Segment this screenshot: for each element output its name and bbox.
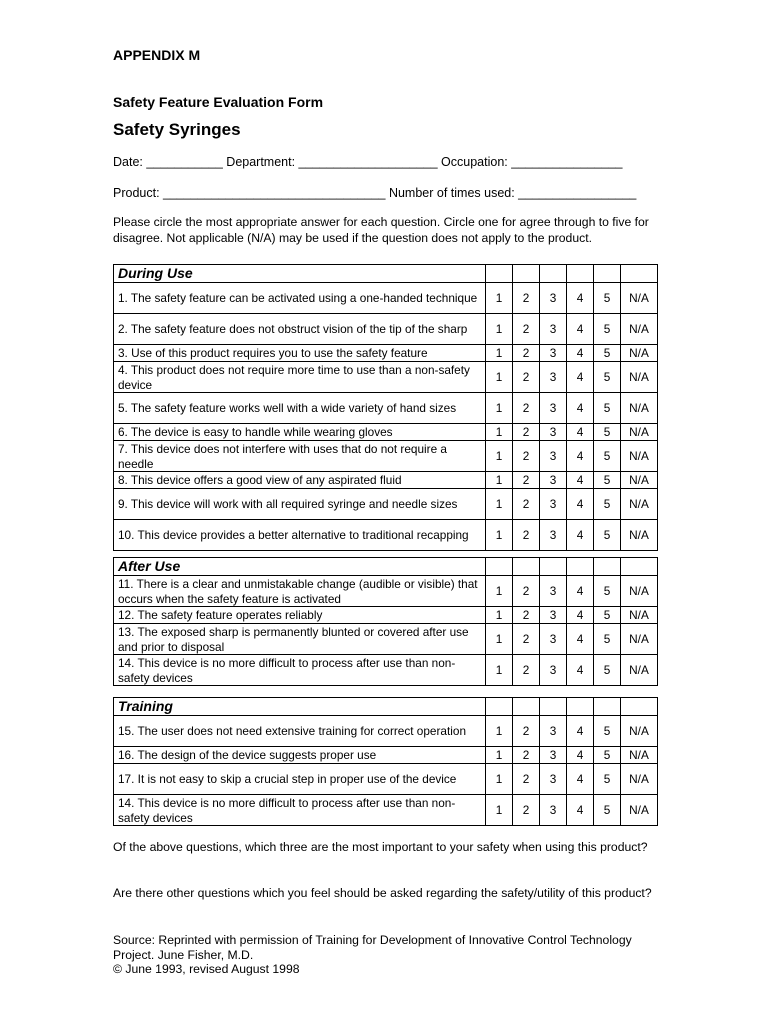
rating-option-3[interactable]: 3 [540,441,567,472]
source-citation: Source: Reprinted with permission of Training for Development of Innovative Control Technology Project. June Fisher, M.D. [113,933,632,962]
rating-option-1[interactable]: 1 [486,472,513,489]
rating-option-5[interactable]: 5 [594,314,621,345]
section-title: During Use [114,265,486,283]
question-row [114,283,658,314]
rating-option-5[interactable]: 5 [594,624,621,655]
rating-option-3[interactable]: 3 [540,314,567,345]
header-empty-cell [513,558,540,576]
rating-option-na[interactable]: N/A [621,362,658,393]
question-text: 14. This device is no more difficult to process after use than non-safety devices [114,795,486,826]
form-title: Safety Feature Evaluation Form [113,94,324,110]
rating-option-5[interactable]: 5 [594,489,621,520]
question-text: 9. This device will work with all required syringe and needle sizes [114,489,486,520]
header-empty-cell [621,558,658,576]
rating-option-5[interactable]: 5 [594,393,621,424]
rating-option-na[interactable]: N/A [621,576,658,607]
section-title: Training [114,698,486,716]
rating-option-na[interactable]: N/A [621,716,658,747]
question-row [114,472,658,489]
rating-option-2[interactable]: 2 [513,441,540,472]
rating-option-na[interactable]: N/A [621,424,658,441]
rating-option-1[interactable]: 1 [486,520,513,551]
question-row [114,345,658,362]
rating-option-1[interactable]: 1 [486,764,513,795]
question-text: 15. The user does not need extensive training for correct operation [114,716,486,747]
question-text: 3. Use of this product requires you to use the safety feature [114,345,486,362]
rating-option-2[interactable]: 2 [513,393,540,424]
rating-option-4[interactable]: 4 [567,424,594,441]
rating-option-2[interactable]: 2 [513,655,540,686]
appendix-label: APPENDIX M [113,47,201,63]
rating-option-5[interactable]: 5 [594,345,621,362]
header-empty-cell [540,265,567,283]
rating-option-3[interactable]: 3 [540,472,567,489]
rating-option-2[interactable]: 2 [513,489,540,520]
rating-option-na[interactable]: N/A [621,607,658,624]
header-empty-cell [486,698,513,716]
rating-option-3[interactable]: 3 [540,520,567,551]
rating-option-3[interactable]: 3 [540,624,567,655]
rating-option-2[interactable]: 2 [513,520,540,551]
rating-option-na[interactable]: N/A [621,283,658,314]
rating-option-4[interactable]: 4 [567,655,594,686]
rating-option-na[interactable]: N/A [621,624,658,655]
rating-option-2[interactable]: 2 [513,716,540,747]
rating-option-na[interactable]: N/A [621,520,658,551]
rating-option-3[interactable]: 3 [540,764,567,795]
rating-option-2[interactable]: 2 [513,747,540,764]
rating-option-2[interactable]: 2 [513,576,540,607]
rating-option-5[interactable]: 5 [594,764,621,795]
section-after-use [113,557,658,686]
question-row [114,362,658,393]
rating-option-1[interactable]: 1 [486,314,513,345]
rating-option-3[interactable]: 3 [540,655,567,686]
rating-option-5[interactable]: 5 [594,283,621,314]
question-row [114,424,658,441]
rating-option-na[interactable]: N/A [621,314,658,345]
rating-option-na[interactable]: N/A [621,393,658,424]
instructions: Please circle the most appropriate answer for each question. Circle one for agree through to five for disagree. Not applicable (N/A) may be used if the question does not apply to the product. [113,215,649,245]
question-row [114,624,658,655]
rating-option-na[interactable]: N/A [621,489,658,520]
section-training [113,697,658,826]
rating-option-1[interactable]: 1 [486,655,513,686]
rating-option-4[interactable]: 4 [567,764,594,795]
rating-option-5[interactable]: 5 [594,424,621,441]
rating-option-1[interactable]: 1 [486,747,513,764]
header-empty-cell [621,698,658,716]
rating-option-5[interactable]: 5 [594,362,621,393]
rating-option-4[interactable]: 4 [567,795,594,826]
rating-option-5[interactable]: 5 [594,795,621,826]
question-text: 5. The safety feature works well with a wide variety of hand sizes [114,393,486,424]
question-row [114,607,658,624]
question-row [114,314,658,345]
page-title: Safety Syringes [113,120,241,139]
rating-option-na[interactable]: N/A [621,747,658,764]
rating-option-3[interactable]: 3 [540,576,567,607]
rating-option-3[interactable]: 3 [540,747,567,764]
rating-option-3[interactable]: 3 [540,716,567,747]
rating-option-4[interactable]: 4 [567,747,594,764]
rating-option-4[interactable]: 4 [567,345,594,362]
rating-option-2[interactable]: 2 [513,362,540,393]
question-text: 10. This device provides a better alternative to traditional recapping [114,520,486,551]
rating-option-2[interactable]: 2 [513,345,540,362]
question-text: 16. The design of the device suggests proper use [114,747,486,764]
question-row [114,747,658,764]
header-empty-cell [567,558,594,576]
rating-option-5[interactable]: 5 [594,716,621,747]
question-row [114,716,658,747]
question-text: 6. The device is easy to handle while wearing gloves [114,424,486,441]
rating-option-1[interactable]: 1 [486,607,513,624]
rating-option-3[interactable]: 3 [540,795,567,826]
question-text: 14. This device is no more difficult to process after use than non-safety devices [114,655,486,686]
rating-option-na[interactable]: N/A [621,472,658,489]
header-empty-cell [594,265,621,283]
rating-option-5[interactable]: 5 [594,441,621,472]
question-text: 17. It is not easy to skip a crucial step in proper use of the device [114,764,486,795]
rating-option-4[interactable]: 4 [567,441,594,472]
rating-option-5[interactable]: 5 [594,607,621,624]
header-empty-cell [621,265,658,283]
question-row [114,576,658,607]
rating-option-1[interactable]: 1 [486,576,513,607]
rating-option-1[interactable]: 1 [486,716,513,747]
rating-option-4[interactable]: 4 [567,314,594,345]
header-empty-cell [567,265,594,283]
rating-option-1[interactable]: 1 [486,283,513,314]
rating-option-5[interactable]: 5 [594,520,621,551]
rating-option-4[interactable]: 4 [567,520,594,551]
rating-option-4[interactable]: 4 [567,624,594,655]
rating-option-3[interactable]: 3 [540,607,567,624]
question-row [114,520,658,551]
rating-option-2[interactable]: 2 [513,283,540,314]
rating-option-4[interactable]: 4 [567,576,594,607]
question-text: 1. The safety feature can be activated using a one-handed technique [114,283,486,314]
question-row [114,764,658,795]
rating-option-1[interactable]: 1 [486,424,513,441]
header-empty-cell [513,265,540,283]
rating-option-4[interactable]: 4 [567,362,594,393]
header-empty-cell [540,558,567,576]
copyright-line: © June 1993, revised August 1998 [113,962,300,976]
question-text: 2. The safety feature does not obstruct vision of the tip of the sharp [114,314,486,345]
rating-option-3[interactable]: 3 [540,424,567,441]
rating-option-2[interactable]: 2 [513,607,540,624]
rating-option-2[interactable]: 2 [513,472,540,489]
question-text: 4. This product does not require more time to use than a non-safety device [114,362,486,393]
question-row [114,655,658,686]
rating-option-5[interactable]: 5 [594,747,621,764]
question-text: 13. The exposed sharp is permanently blunted or covered after use and prior to disposal [114,624,486,655]
rating-option-2[interactable]: 2 [513,424,540,441]
rating-option-na[interactable]: N/A [621,655,658,686]
rating-option-2[interactable]: 2 [513,795,540,826]
header-empty-cell [594,698,621,716]
rating-option-4[interactable]: 4 [567,716,594,747]
question-text: 7. This device does not interfere with uses that do not require a needle [114,441,486,472]
rating-option-na[interactable]: N/A [621,764,658,795]
question-row [114,441,658,472]
rating-option-5[interactable]: 5 [594,655,621,686]
question-text: 8. This device offers a good view of any aspirated fluid [114,472,486,489]
rating-option-na[interactable]: N/A [621,795,658,826]
header-empty-cell [594,558,621,576]
rating-option-1[interactable]: 1 [486,362,513,393]
rating-option-4[interactable]: 4 [567,489,594,520]
rating-option-1[interactable]: 1 [486,393,513,424]
rating-option-3[interactable]: 3 [540,393,567,424]
header-empty-cell [486,265,513,283]
rating-option-1[interactable]: 1 [486,795,513,826]
rating-option-1[interactable]: 1 [486,441,513,472]
rating-option-3[interactable]: 3 [540,489,567,520]
section-title: After Use [114,558,486,576]
rating-option-4[interactable]: 4 [567,283,594,314]
header-empty-cell [540,698,567,716]
rating-option-5[interactable]: 5 [594,576,621,607]
followup-question-1: Of the above questions, which three are the most important to your safety when using this product? [113,840,648,854]
rating-option-5[interactable]: 5 [594,472,621,489]
rating-option-1[interactable]: 1 [486,489,513,520]
question-row [114,795,658,826]
rating-option-3[interactable]: 3 [540,362,567,393]
question-text: 11. There is a clear and unmistakable change (audible or visible) that occurs when the safety feature is activated [114,576,486,607]
rating-option-4[interactable]: 4 [567,472,594,489]
section-during-use [113,264,658,551]
rating-option-3[interactable]: 3 [540,345,567,362]
rating-option-2[interactable]: 2 [513,314,540,345]
header-empty-cell [486,558,513,576]
rating-option-na[interactable]: N/A [621,441,658,472]
rating-option-1[interactable]: 1 [486,345,513,362]
question-row [114,393,658,424]
rating-option-2[interactable]: 2 [513,764,540,795]
header-empty-cell [513,698,540,716]
rating-option-3[interactable]: 3 [540,283,567,314]
date-department-occupation-line: Date: ___________ Department: ____________________ Occupation: ________________ [113,155,623,169]
header-empty-cell [567,698,594,716]
rating-option-2[interactable]: 2 [513,624,540,655]
rating-option-1[interactable]: 1 [486,624,513,655]
rating-option-4[interactable]: 4 [567,393,594,424]
rating-option-na[interactable]: N/A [621,345,658,362]
product-times-used-line: Product: ________________________________ Number of times used: _________________ [113,186,637,200]
rating-option-4[interactable]: 4 [567,607,594,624]
followup-question-2: Are there other questions which you feel should be asked regarding the safety/utility of this product? [113,886,652,900]
question-row [114,489,658,520]
question-text: 12. The safety feature operates reliably [114,607,486,624]
